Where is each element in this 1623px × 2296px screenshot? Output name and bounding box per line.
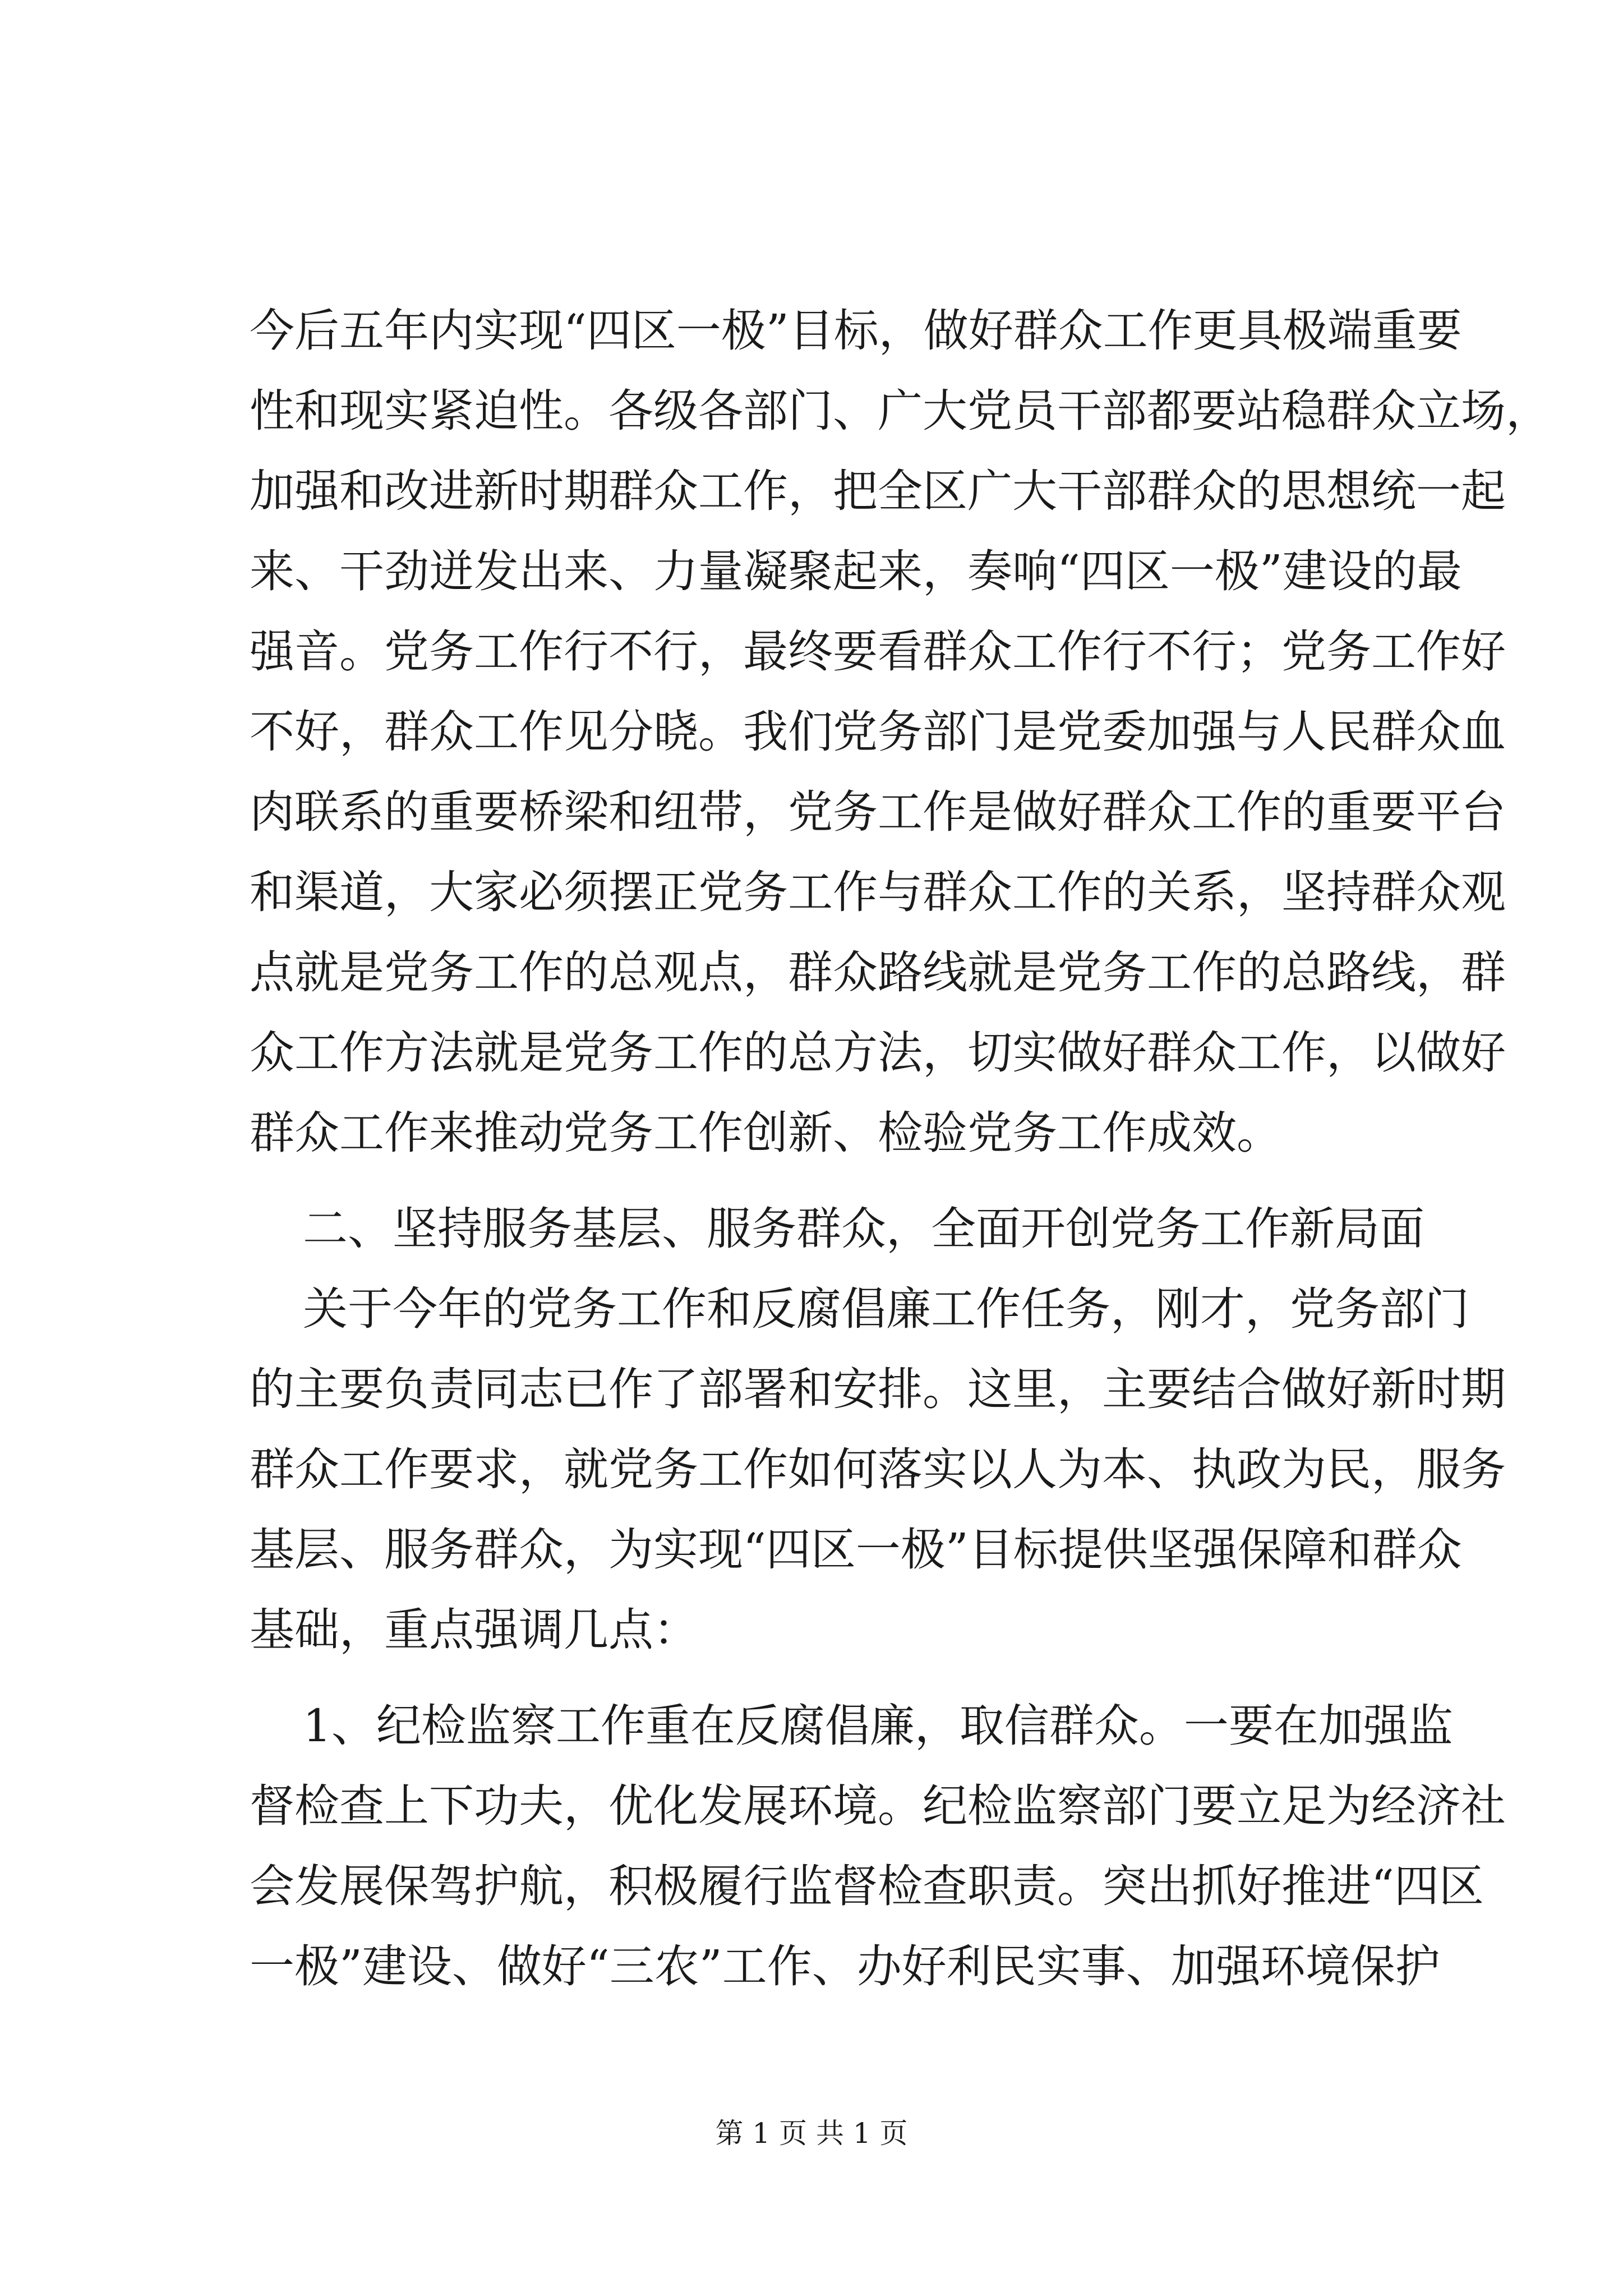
text-line: 会发展保驾护航，积极履行监督检查职责。突出抓好推进“四区 [250, 1860, 1484, 1912]
text-line: 众工作方法就是党务工作的总方法，切实做好群众工作，以做好 [250, 1027, 1506, 1079]
page-footer: 第 1 页 共 1 页 [715, 2117, 908, 2150]
text-line: 基层、服务群众，为实现“四区一极”目标提供坚强保障和群众 [250, 1524, 1462, 1576]
text-line: 点就是党务工作的总观点，群众路线就是党务工作的总路线，群 [250, 946, 1506, 999]
text-line: 和渠道，大家必须摆正党务工作与群众工作的关系，坚持群众观 [250, 866, 1506, 918]
text-line: 不好，群众工作见分晓。我们党务部门是党委加强与人民群众血 [250, 706, 1506, 758]
text-line: 群众工作要求，就党务工作如何落实以人为本、执政为民，服务 [250, 1443, 1506, 1496]
text-line: 的主要负责同志已作了部署和安排。这里，主要结合做好新时期 [250, 1363, 1506, 1415]
text-line: 督检查上下功夫，优化发展环境。纪检监察部门要立足为经济社 [250, 1780, 1506, 1832]
text-line: 强音。党务工作行不行，最终要看群众工作行不行；党务工作好 [250, 625, 1506, 678]
text-line: 群众工作来推动党务工作创新、检验党务工作成效。 [250, 1107, 1281, 1159]
text-line: 一极”建设、做好“三农”工作、办好利民实事、加强环境保护 [250, 1940, 1440, 1993]
section-heading: 二、坚持服务基层、服务群众，全面开创党务工作新局面 [303, 1203, 1424, 1255]
text-line: 1、纪检监察工作重在反腐倡廉，取信群众。一要在加强监 [303, 1700, 1453, 1752]
text-line: 肉联系的重要桥梁和纽带，党务工作是做好群众工作的重要平台 [250, 786, 1506, 838]
text-line: 性和现实紧迫性。各级各部门、广大党员干部都要站稳群众立场， [250, 385, 1551, 437]
text-line: 加强和改进新时期群众工作，把全区广大干部群众的思想统一起 [250, 465, 1506, 517]
text-line: 基础，重点强调几点： [250, 1604, 698, 1656]
text-line: 关于今年的党务工作和反腐倡廉工作任务，刚才，党务部门 [303, 1283, 1469, 1335]
text-line: 今后五年内实现“四区一极”目标，做好群众工作更具极端重要 [250, 305, 1462, 357]
text-line: 来、干劲迸发出来、力量凝聚起来，奏响“四区一极”建设的最 [250, 545, 1462, 597]
